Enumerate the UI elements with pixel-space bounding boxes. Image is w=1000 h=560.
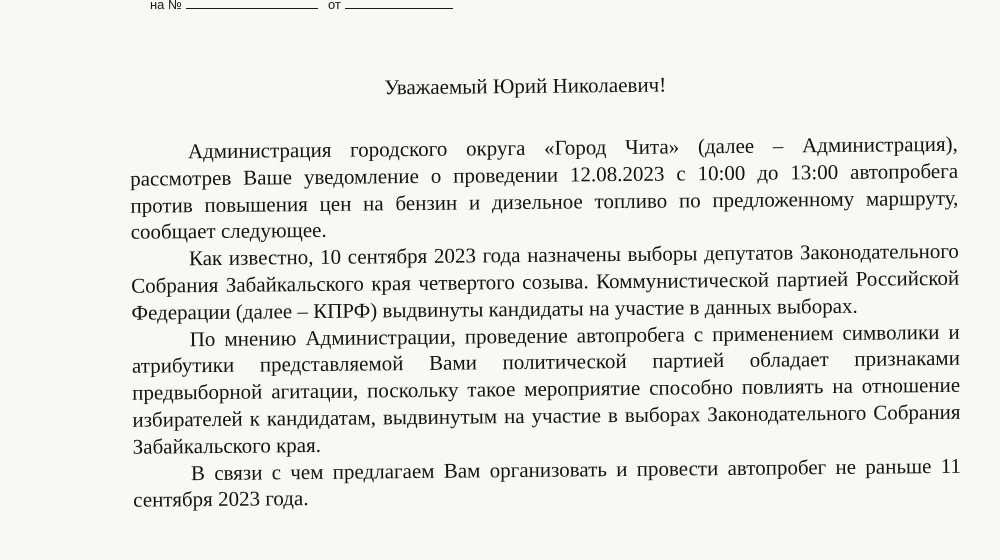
reference-date-blank bbox=[345, 0, 453, 9]
paragraph-response: Администрация городского округа «Город Чита» (далее – Администрация), рассмотрев Ваше уведомление о проведении 12.08.2023 с 10:00 до 13:00 автопробега против повышения цен на бензин и дизельное топливо по предложенному маршруту, сообщает следующее. bbox=[130, 131, 959, 245]
reference-line bbox=[150, 0, 453, 12]
letter-greeting: Уважаемый Юрий Николаевич! bbox=[384, 72, 667, 100]
paragraph-proposal: В связи с чем предлагаем Вам организовать и провести автопробег не раньше 11 сентября 2023 года. bbox=[133, 453, 962, 513]
letter-content bbox=[0, 50, 1000, 513]
reference-number-label: на № bbox=[150, 0, 182, 12]
paragraph-elections: Как известно, 10 сентября 2023 года назначены выборы депутатов Законодательного Собрания Забайкальского края четвертого созыва. Коммунистической партией Российской Федерации (далее – КПРФ) выдвинуты кандидаты на участие в данных выборах. bbox=[131, 238, 960, 325]
letter-body bbox=[130, 131, 962, 514]
paragraph-agitation: По мнению Администрации, проведение автопробега с применением символики и атрибутики представляемой Вами политической партией обладает признаками предвыборной агитации, поскольку такое мероприятие способно повлиять на отношение избирателей к кандидатам, выдвинутым на участие в выборах Законодательного Собрания Забайкальского края. bbox=[131, 319, 961, 459]
reference-date-label: от bbox=[327, 0, 341, 12]
reference-number-blank bbox=[186, 0, 318, 9]
